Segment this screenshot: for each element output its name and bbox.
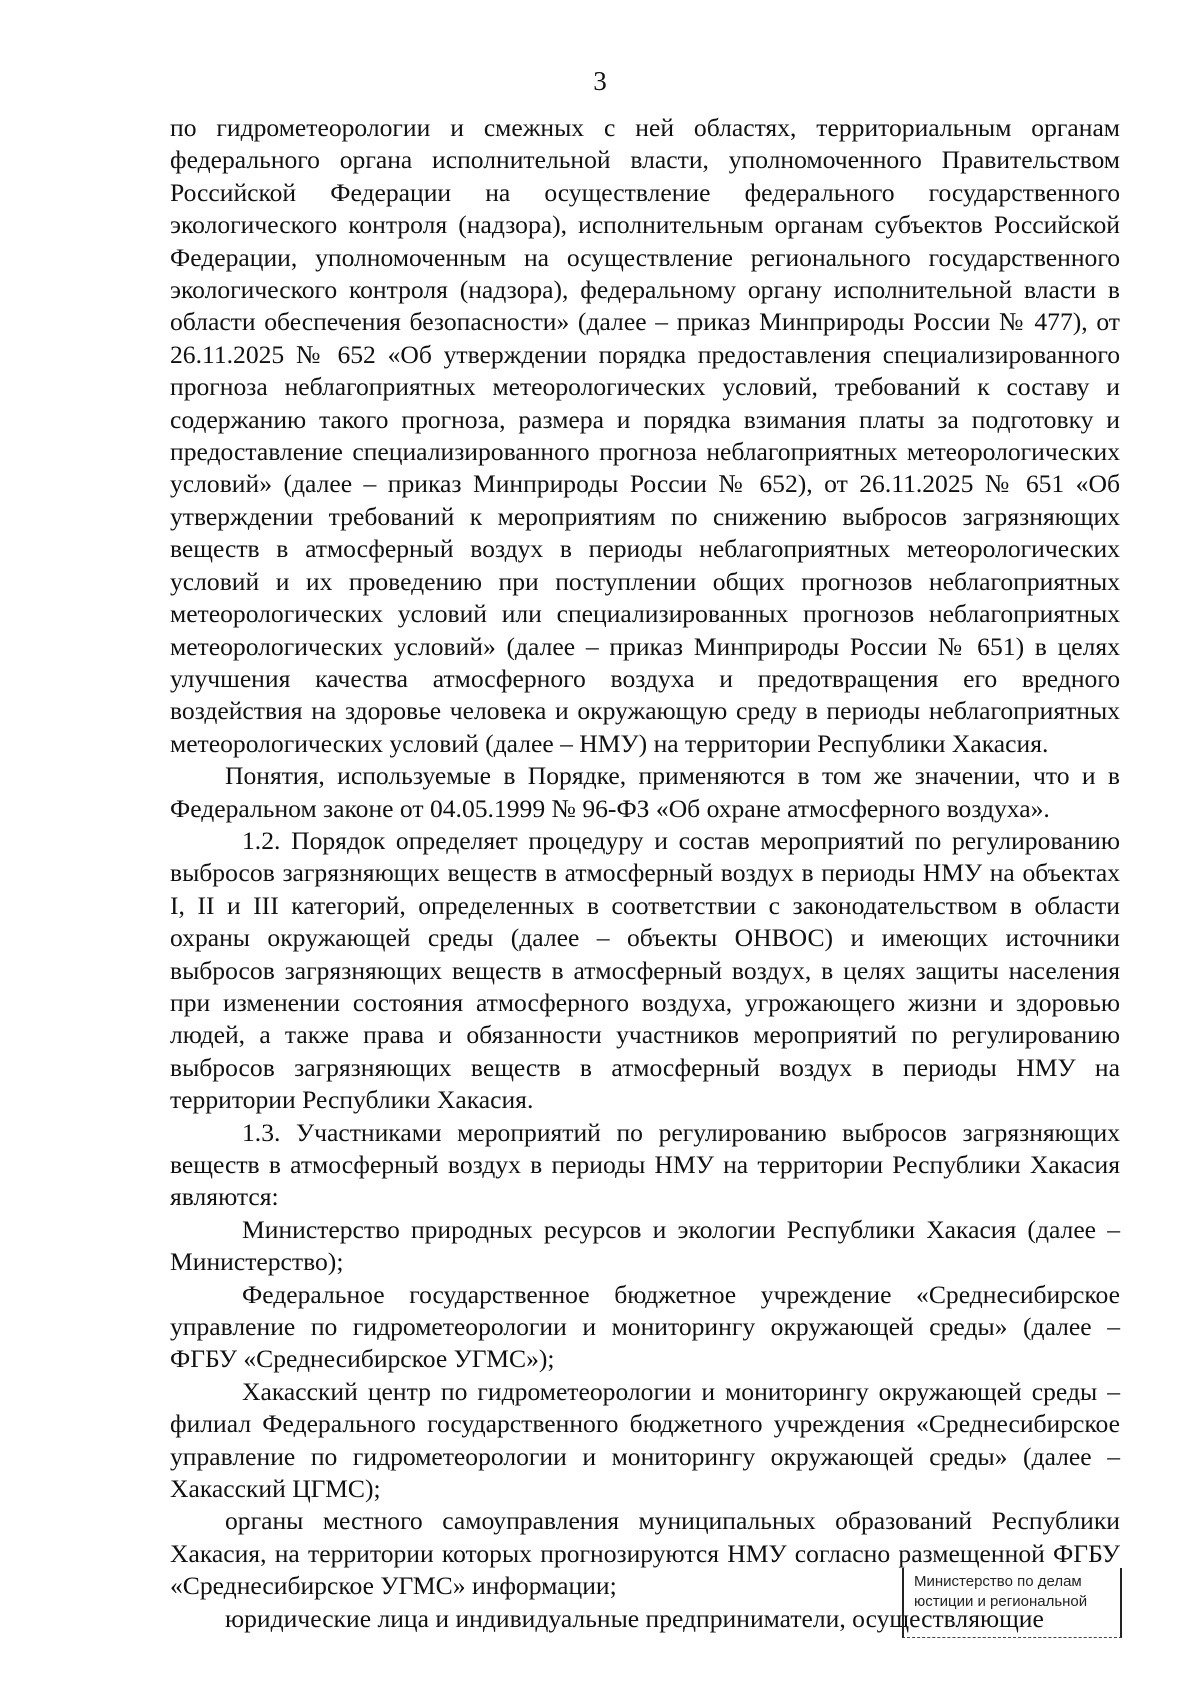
participant-cgms: Хакасский центр по гидрометеорологии и мониторингу окружающей среды – филиал Федерального государственного бюджетного учреждения «Среднесибирское управление по гидрометеорологии и мониторингу окружающей среды» (далее – Хакасский ЦГМС); [170, 1376, 1120, 1504]
paragraph-definitions: Понятия, используемые в Порядке, применяются в том же значении, что и в Федеральном законе от 04.05.1999 № 96-ФЗ «Об охране атмосферного воздуха». [170, 761, 1120, 823]
participant-local-government: органы местного самоуправления муниципальных образований Республики Хакасия, на территории которых прогнозируются НМУ согласно размещенной ФГБУ «Среднесибирское УГМС» информации; [170, 1506, 1120, 1601]
paragraph-1-2: 1.2. Порядок определяет процедуру и состав мероприятий по регулированию выбросов загрязняющих веществ в атмосферный воздух в периоды НМУ на объектах I, II и III категорий, определенных в соответствии с законодательством в области охраны окружающей среды (далее – объекты ОНВОС) и имеющих источники выбросов загрязняющих веществ в атмосферный воздух, в целях защиты населения при изменении состояния атмосферного воздуха, угрожающего жизни и здоровью людей, а также права и обязанности участников мероприятий по регулированию выбросов загрязняющих веществ в атмосферный воздух в периоды НМУ на территории Республики Хакасия. [170, 825, 1120, 1115]
stamp-line-2: юстиции и региональной [914, 1593, 1088, 1610]
participant-fgbu: Федеральное государственное бюджетное учреждение «Среднесибирское управление по гидрометеорологии и мониторингу окружающей среды» (далее – ФГБУ «Среднесибирское УГМС»); [170, 1279, 1120, 1374]
stamp-line-1: Министерство по делам [914, 1573, 1082, 1590]
document-body [170, 112, 1120, 1635]
participant-legal-entities: юридические лица и индивидуальные предприниматели, осуществляющие [225, 1603, 1044, 1633]
participant-ministry: Министерство природных ресурсов и экологии Республики Хакасия (далее – Министерство); [170, 1214, 1120, 1277]
registration-stamp [902, 1568, 1122, 1638]
paragraph-continuation: по гидрометеорологии и смежных с ней областях, территориальным органам федерального органа исполнительной власти, уполномоченного Правительством Российской Федерации на осуществление федерального государственного экологического контроля (надзора), исполнительным органам субъектов Российской Федерации, уполномоченным на осуществление регионального государственного экологического контроля (надзора), федеральному органу исполнительной власти в области обеспечения безопасности» (далее – приказ Минприроды России № 477), от 26.11.2025 № 652 «Об утверждении порядка предоставления специализированного прогноза неблагоприятных метеорологических условий, требований к составу и содержанию такого прогноза, размера и порядка взимания платы за подготовку и предоставление специализированного прогноза неблагоприятных метеорологических условий» (далее – приказ Минприроды России № 652), от 26.11.2025 № 651 «Об утверждении требований к мероприятиям по снижению выбросов загрязняющих веществ в атмосферный воздух в периоды неблагоприятных метеорологических условий и их проведению при поступлении общих прогнозов неблагоприятных метеорологических условий или специализированных прогнозов неблагоприятных метеорологических условий» (далее – приказ Минприроды России № 651) в целях улучшения качества атмосферного воздуха и предотвращения его вредного воздействия на здоровье человека и окружающую среду в периоды неблагоприятных метеорологических условий (далее – НМУ) на территории Республики Хакасия. [170, 113, 1120, 758]
page-number: 3 [593, 66, 607, 96]
paragraph-1-3: 1.3. Участниками мероприятий по регулированию выбросов загрязняющих веществ в атмосферный воздух в периоды НМУ на территории Республики Хакасия являются: [170, 1117, 1120, 1212]
